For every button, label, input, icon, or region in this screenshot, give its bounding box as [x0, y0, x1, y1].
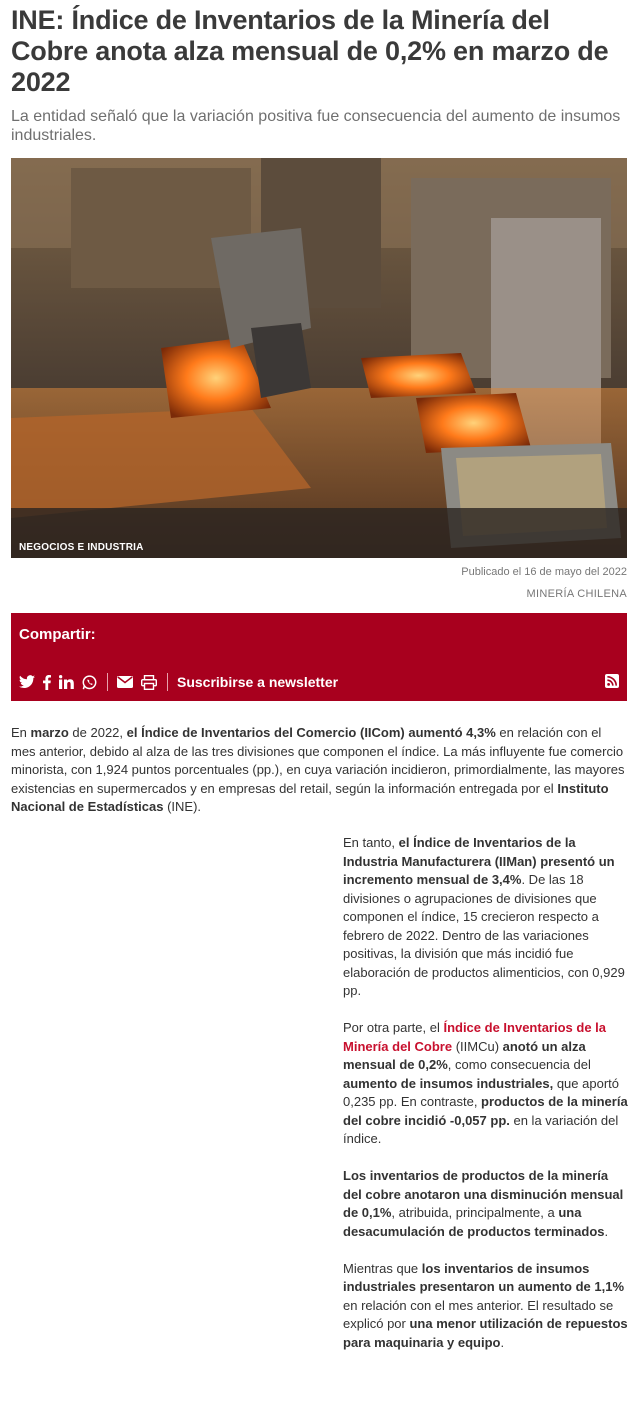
- share-label: Compartir:: [19, 626, 96, 643]
- facebook-icon[interactable]: [43, 673, 51, 691]
- twitter-icon[interactable]: [19, 673, 35, 691]
- article-subtitle: La entidad señaló que la variación positiva fue consecuencia del aumento de insumos industriales.: [11, 108, 621, 144]
- paragraph-3: Por otra parte, el Índice de Inventarios de la Minería del Cobre (IIMCu) anotó un alza mensual de 0,2%, como consecuencia del aumento de insumos industriales, que aportó 0,235 pp. En contraste, productos de la minería del cobre incidió -0,057 pp. en la variación del índice.: [343, 1020, 628, 1146]
- iimcu-link[interactable]: Índice de Inventarios de la Minería del Cobre: [343, 1020, 607, 1054]
- share-icons: [19, 671, 338, 693]
- email-icon[interactable]: [117, 673, 133, 691]
- linkedin-icon[interactable]: [59, 673, 74, 691]
- rss-icon[interactable]: [605, 674, 619, 693]
- article-column: [343, 834, 629, 1371]
- paragraph-1: En marzo de 2022, el Índice de Inventarios del Comercio (IICom) aumentó 4,3% en relación con el mes anterior, debido al alza de las tres divisiones que componen el índice. La más influyente fue comercio minorista, con 1,924 puntos porcentuales (pp.), en cuya variación incidieron, primordialmente, las mayores existencias en supermercados y en empresas del retail, según la información entregada por el Instituto Nacional de Estadísticas (INE).: [11, 725, 625, 814]
- share-divider: [167, 673, 168, 691]
- paragraph-4: Los inventarios de productos de la minería del cobre anotaron una disminución mensual de 0,1%, atribuida, principalmente, a una desacumulación de productos terminados.: [343, 1168, 624, 1239]
- share-divider: [107, 673, 108, 691]
- whatsapp-icon[interactable]: [82, 673, 97, 691]
- smelter-photo: [11, 158, 627, 558]
- article-header: [11, 0, 627, 145]
- hero-image: [11, 158, 627, 558]
- publish-date: Publicado el 16 de mayo del 2022: [461, 566, 627, 578]
- newsletter-link[interactable]: Suscribirse a newsletter: [177, 674, 339, 690]
- article-source: MINERÍA CHILENA: [526, 588, 627, 600]
- category-tag[interactable]: NEGOCIOS E INDUSTRIA: [19, 542, 144, 553]
- share-bar: [11, 613, 627, 701]
- paragraph-5: Mientras que los inventarios de insumos industriales presentaron un aumento de 1,1% en relación con el mes anterior. El resultado se explicó por una menor utilización de repuestos para maquinaria y equipo.: [343, 1260, 628, 1350]
- page-title: INE: Índice de Inventarios de la Minería del Cobre anota alza mensual de 0,2% en marzo de 2022: [11, 5, 609, 97]
- print-icon[interactable]: [141, 673, 157, 691]
- paragraph-2: En tanto, el Índice de Inventarios de la Industria Manufacturera (IIMan) presentó un incremento mensual de 3,4%. De las 18 divisiones o agrupaciones de divisiones que componen el índice, 15 crecieron respecto a febrero de 2022. Dentro de las variaciones positivas, la división que más incidió fue elaboración de productos alimenticios, con 0,929 pp.: [343, 835, 625, 998]
